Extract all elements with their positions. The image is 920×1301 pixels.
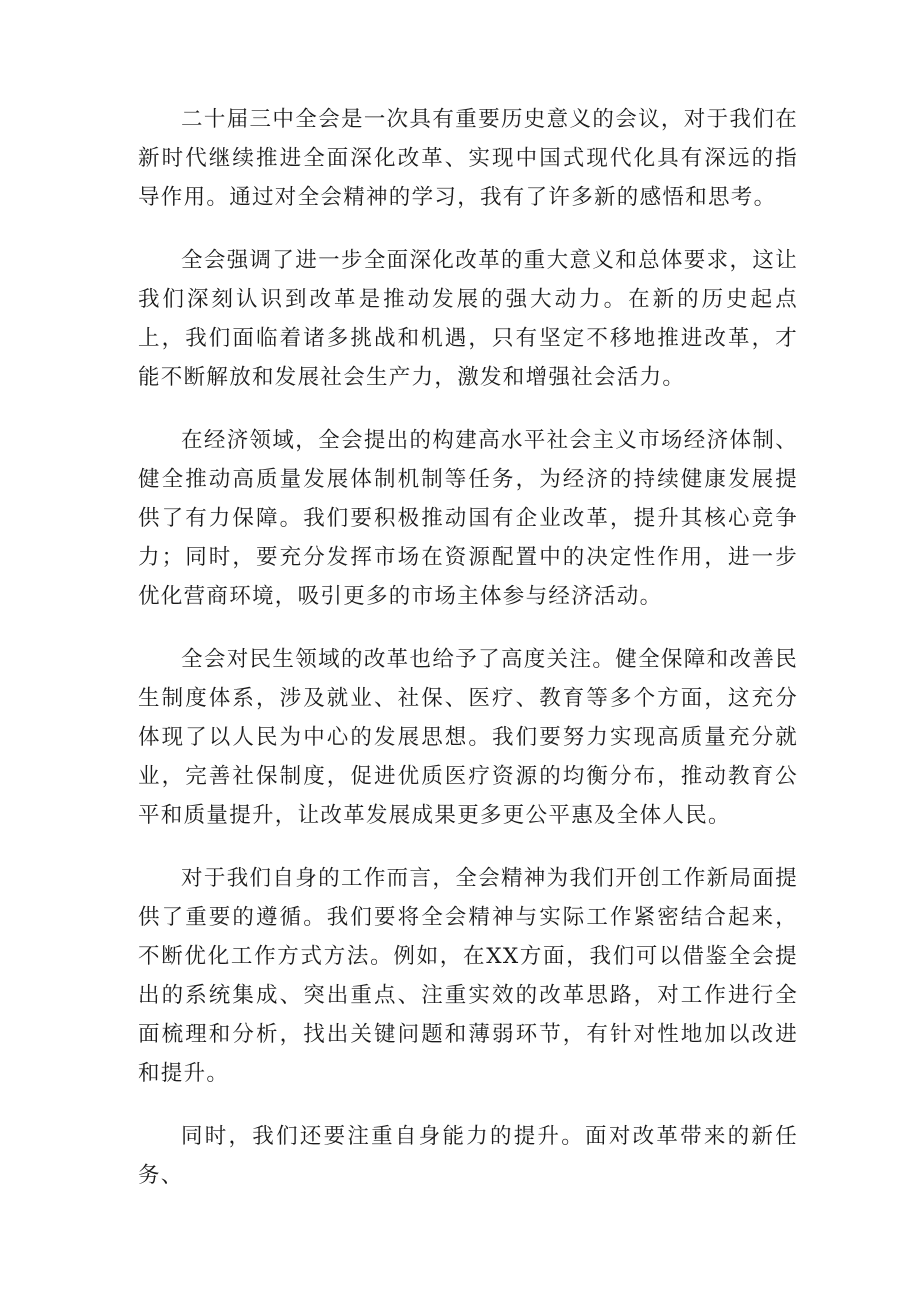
paragraph-5: 对于我们自身的工作而言，全会精神为我们开创工作新局面提供了重要的遵循。我们要将全会精神与实际工作紧密结合起来，不断优化工作方式方法。例如，在XX方面，我们可以借鉴全会提出的系统集成、突出重点、注重实效的改革思路，对工作进行全面梳理和分析，找出关键问题和薄弱环节，有针对性地加以改进和提升。 [138, 866, 798, 1086]
paragraph-2: 全会强调了进一步全面深化改革的重大意义和总体要求，这让我们深刻认识到改革是推动发展的强大动力。在新的历史起点上，我们面临着诸多挑战和机遇，只有坚定不移地推进改革，才能不断解放和发展社会生产力，激发和增强社会活力。 [138, 248, 798, 390]
paragraph-6: 同时，我们还要注重自身能力的提升。面对改革带来的新任务、 [138, 1124, 798, 1188]
paragraph-4: 全会对民生领域的改革也给予了高度关注。健全保障和改善民生制度体系，涉及就业、社保、医疗、教育等多个方面，这充分体现了以人民为中心的发展思想。我们要努力实现高质量充分就业，完善社保制度，促进优质医疗资源的均衡分布，推动教育公平和质量提升，让改革发展成果更多更公平惠及全体人民。 [138, 647, 798, 828]
paragraph-3: 在经济领域，全会提出的构建高水平社会主义市场经济体制、健全推动高质量发展体制机制等任务，为经济的持续健康发展提供了有力保障。我们要积极推动国有企业改革，提升其核心竞争力；同时，要充分发挥市场在资源配置中的决定性作用，进一步优化营商环境，吸引更多的市场主体参与经济活动。 [138, 428, 798, 609]
document-body [138, 100, 798, 1195]
paragraph-1: 二十届三中全会是一次具有重要历史意义的会议，对于我们在新时代继续推进全面深化改革、实现中国式现代化具有深远的指导作用。通过对全会精神的学习，我有了许多新的感悟和思考。 [138, 107, 798, 210]
